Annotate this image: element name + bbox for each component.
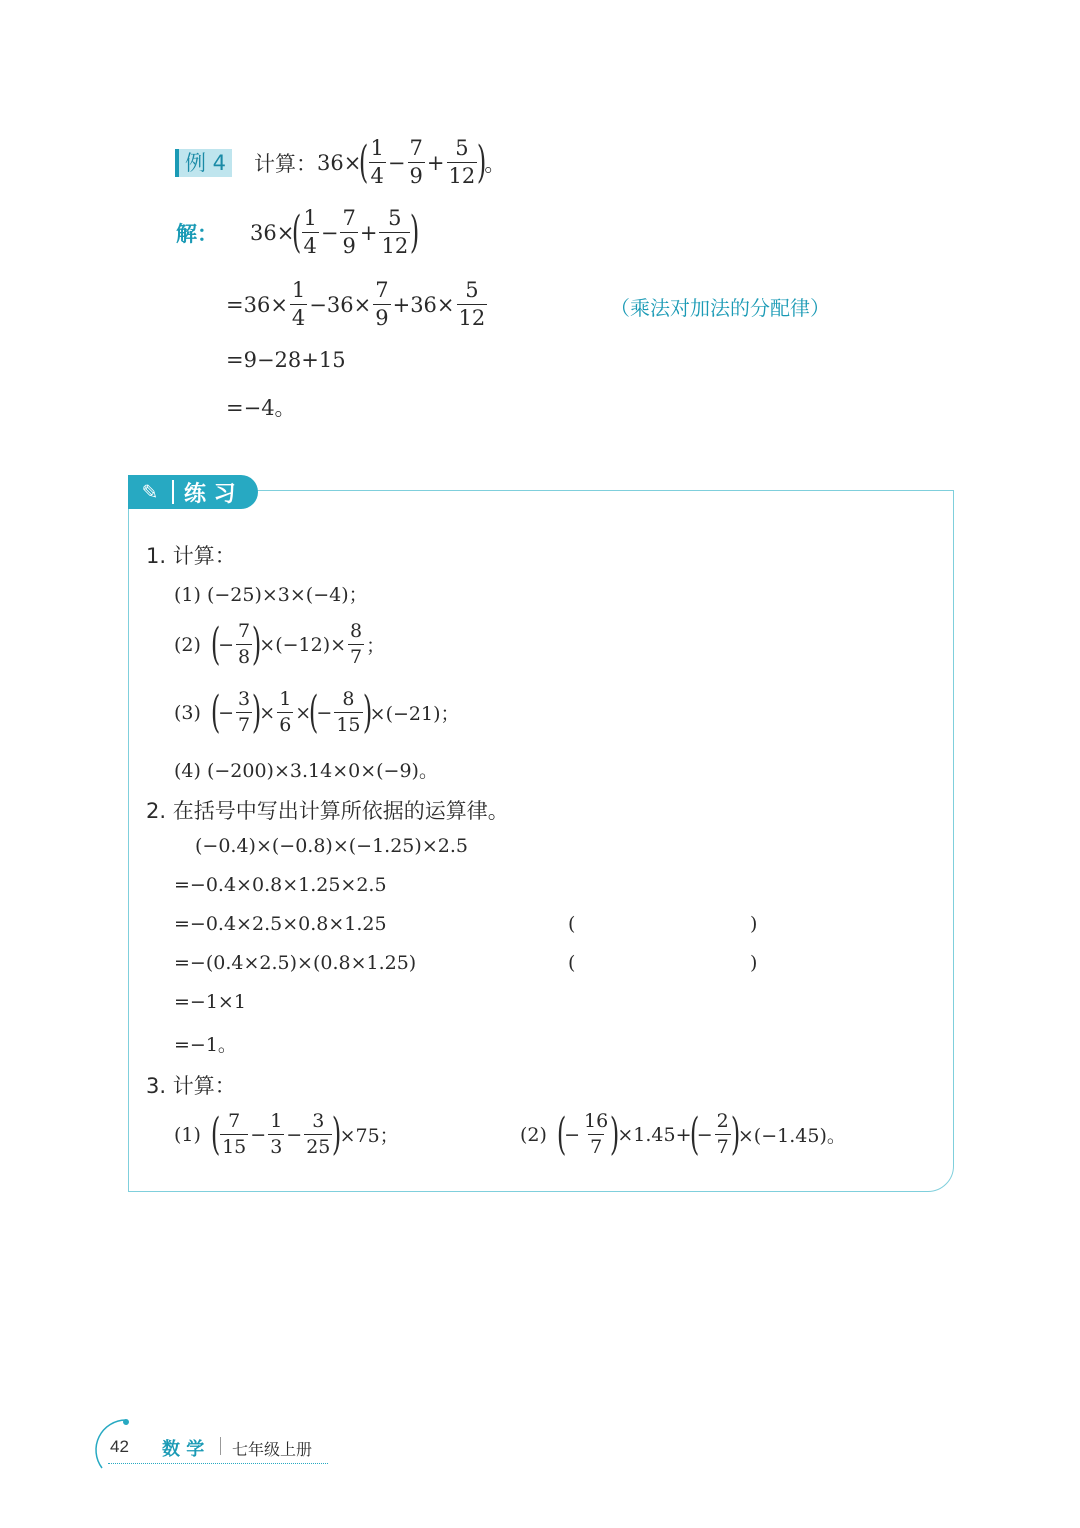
solution-step-2: =9−28+15	[226, 348, 346, 372]
q3-p2-end: ×(−1.45)。	[737, 1125, 846, 1147]
practice-title: 练 习	[184, 481, 236, 507]
fraction-1-4: $\frac{1}{4}$	[370, 136, 384, 188]
q2-line-6: =−1。	[174, 1034, 237, 1056]
example-prompt-label: 计算：	[254, 151, 318, 176]
fraction-7-9: $\frac{7}{9}$	[375, 278, 389, 330]
paren-open: (	[210, 618, 221, 670]
answer-paren-close: )	[750, 913, 758, 935]
paren-close: )	[251, 686, 262, 738]
minus-sign: −	[564, 1123, 581, 1146]
operator: +	[359, 220, 378, 245]
answer-paren-close: )	[750, 952, 758, 974]
minus-sign: −	[218, 701, 235, 724]
answer-blank-2[interactable]	[580, 952, 740, 976]
fraction: $\frac{16}{7}$	[584, 1110, 609, 1158]
q3-p1-end: ×75；	[339, 1125, 399, 1147]
paren-close: )	[410, 206, 420, 258]
answer-paren-open: (	[568, 913, 576, 935]
q3-p2-mid: ×1.45+	[617, 1123, 692, 1146]
paren-open: (	[292, 206, 302, 258]
q1-label: 1. 计算：	[146, 544, 236, 568]
fraction: $\frac{1}{6}$	[279, 688, 292, 736]
practice-header	[128, 475, 258, 509]
paren-open: (	[210, 686, 221, 738]
q3-part-2	[520, 1108, 846, 1160]
fraction-5-12: $\frac{5}{12}$	[381, 206, 409, 258]
q2-line-2: =−0.4×0.8×1.25×2.5	[174, 874, 387, 896]
part-label: (1)	[174, 1123, 201, 1146]
expr-coefficient: 36×	[317, 150, 362, 175]
paren-open: (	[556, 1108, 567, 1160]
paren-close: )	[730, 1108, 741, 1160]
footer-divider	[220, 1437, 221, 1455]
q3-label: 3. 计算：	[146, 1074, 236, 1098]
part-label: (3)	[174, 701, 201, 724]
minus-sign: −	[286, 1123, 303, 1146]
times: ×	[259, 701, 276, 724]
q1-p2-mid: ×(−12)×	[259, 633, 347, 656]
paren-close: )	[610, 1108, 620, 1160]
fraction: $\frac{3}{7}$	[238, 688, 251, 736]
minus-sign: −	[218, 633, 235, 656]
q2-line-3: =−0.4×2.5×0.8×1.25	[174, 913, 387, 935]
distributive-law-note: （乘法对加法的分配律）	[610, 296, 830, 320]
example-tag: 例 4	[175, 149, 232, 177]
period: 。	[484, 151, 506, 176]
paren-open: (	[309, 686, 319, 738]
minus-sign: −	[316, 701, 333, 724]
paren-close: )	[251, 618, 262, 670]
fraction-7-9: $\frac{7}{9}$	[409, 136, 423, 188]
answer-blank-1[interactable]	[580, 913, 740, 937]
paren-close: )	[332, 1108, 342, 1160]
footer-subject: 数 学	[162, 1439, 205, 1460]
paren-open: (	[359, 136, 369, 188]
q1-part-3	[174, 686, 460, 738]
fraction: $\frac{8}{15}$	[336, 688, 361, 736]
fraction: $\frac{7}{8}$	[238, 620, 251, 668]
fraction-1-4: $\frac{1}{4}$	[291, 278, 306, 330]
fraction: $\frac{3}{25}$	[306, 1110, 331, 1158]
example-heading	[175, 138, 505, 187]
part-label: (2)	[174, 633, 201, 656]
minus-sign: −	[696, 1123, 713, 1146]
solution-step-1	[226, 280, 489, 329]
fraction-5-12: $\frac{5}{12}$	[458, 278, 486, 330]
paren-close: )	[477, 136, 487, 188]
operator: +	[426, 150, 445, 175]
fraction: $\frac{7}{15}$	[222, 1110, 247, 1158]
operator: −	[320, 220, 339, 245]
expr-coefficient: 36×	[250, 220, 295, 245]
paren-open: (	[210, 1108, 221, 1160]
step1-b: −36×	[309, 292, 372, 317]
solution-step-3: =−4。	[226, 396, 296, 420]
fraction: $\frac{2}{7}$	[716, 1110, 729, 1158]
q1-part-1: (1) (−25)×3×(−4)；	[174, 584, 368, 606]
pencil-ruler-icon: ✎	[141, 480, 159, 504]
q2-label: 2. 在括号中写出计算所依据的运算律。	[146, 799, 509, 823]
fraction: $\frac{8}{7}$	[350, 620, 363, 668]
fraction-7-9: $\frac{7}{9}$	[342, 206, 356, 258]
page-number: 42	[110, 1437, 129, 1456]
q1-p2-end: ；	[366, 635, 386, 657]
footer-dotted-rule	[108, 1463, 328, 1464]
minus-sign: −	[250, 1123, 267, 1146]
solution-label: 解：	[176, 221, 218, 246]
q1-part-4: (4) (−200)×3.14×0×(−9)。	[174, 760, 438, 782]
step1-a: =36×	[226, 292, 288, 317]
q1-p3-end: ×(−21)；	[369, 703, 460, 725]
paren-open: (	[689, 1108, 699, 1160]
solution-line	[176, 206, 420, 258]
step1-c: +36×	[392, 292, 455, 317]
q2-line-1: (−0.4)×(−0.8)×(−1.25)×2.5	[195, 835, 468, 857]
footer-grade: 七年级上册	[232, 1440, 313, 1459]
q2-line-5: =−1×1	[174, 991, 246, 1013]
part-label: (2)	[520, 1123, 547, 1146]
header-separator	[172, 480, 174, 504]
q1-part-2	[174, 618, 386, 670]
q2-line-4: =−(0.4×2.5)×(0.8×1.25)	[174, 952, 417, 974]
paren-close: )	[362, 686, 372, 738]
answer-paren-open: (	[568, 952, 576, 974]
q3-part-1	[174, 1108, 399, 1160]
operator: −	[387, 150, 406, 175]
times: ×	[295, 701, 312, 724]
fraction-5-12: $\frac{5}{12}$	[448, 136, 476, 188]
fraction-1-4: $\frac{1}{4}$	[303, 206, 317, 258]
fraction: $\frac{1}{3}$	[270, 1110, 283, 1158]
